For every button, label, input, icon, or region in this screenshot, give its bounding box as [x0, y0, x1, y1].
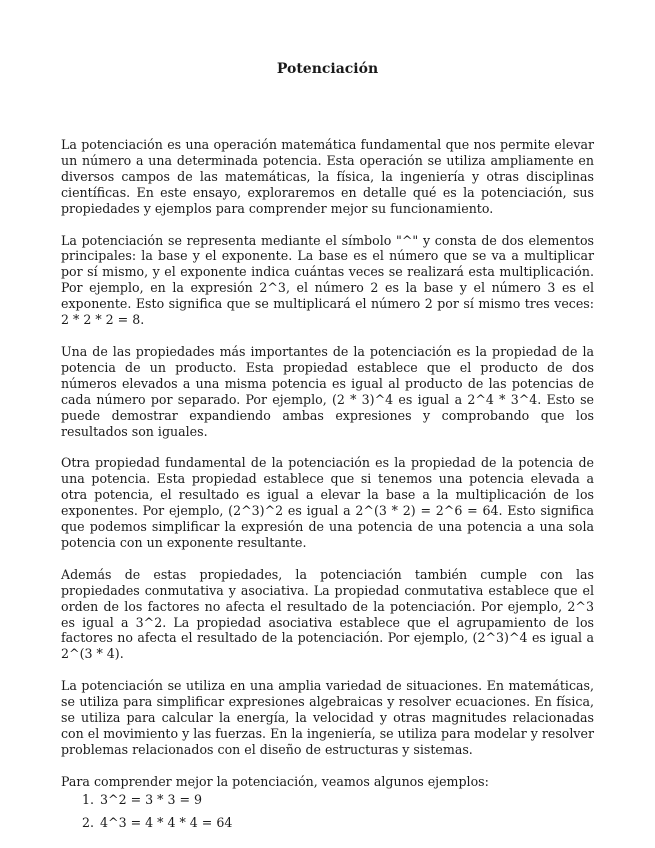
paragraph-power-of-power: Otra propiedad fundamental de la potenciación es la propiedad de la potencia de una potencia. Esta propiedad establece que si tenemos una potencia elevada a otra potencia, el resultado es igual a elevar la base a la multiplicación de los exponentes. Por ejemplo, (2^3)^2 es igual a 2^(3 * 2) = 2^6 = 64. Esto significa que podemos simplificar la expresión de una potencia de una potencia a una sola potencia con un exponente resultante. — [61, 455, 594, 550]
page-title: Potenciación — [276, 61, 379, 77]
document-page — [61, 58, 594, 838]
paragraph-power-of-product: Una de las propiedades más importantes de la potenciación es la propiedad de la potencia de un producto. Esta propiedad establece que el producto de dos números elevados a una misma potencia es igual al producto de las potencias de cada número por separado. Por ejemplo, (2 * 3)^4 es igual a 2^4 * 3^4. Esto se puede demostrar expandiendo ambas expresiones y comprobando que los resultados son iguales. — [61, 343, 594, 439]
examples-list — [61, 792, 594, 831]
list-item: 1. 3^2 = 3 * 3 = 9 — [98, 792, 594, 808]
paragraph-commutative-associative: Además de estas propiedades, la potenciación también cumple con las propiedades conmutativa y asociativa. La propiedad conmutativa establece que el orden de los factores no afecta el resultado de la potenciación. Por ejemplo, 2^3 es igual a 3^2. La propiedad asociativa establece que el agrupamiento de los factores no afecta el resultado de la potenciación. Por ejemplo, (2^3)^4 es igual a 2^(3 * 4). — [61, 566, 594, 662]
paragraph-intro: La potenciación es una operación matemática fundamental que nos permite elevar un número a una determinada potencia. Esta operación se utiliza ampliamente en diversos campos de las matemáticas, la física, la ingeniería y otras disciplinas científicas. En este ensayo, exploraremos en detalle qué es la potenciación, sus propiedades y ejemplos para comprender mejor su funcionamiento. — [61, 137, 594, 216]
list-item: 2. 4^3 = 4 * 4 * 4 = 64 — [98, 815, 594, 831]
paragraph-notation: La potenciación se representa mediante el símbolo "^" y consta de dos elementos principales: la base y el exponente. La base es el número que se va a multiplicar por sí mismo, y el exponente indica cuántas veces se realizará esta multiplicación. Por ejemplo, en la expresión 2^3, el número 2 es la base y el número 3 es el exponente. Esto significa que se multiplicará el número 2 por sí mismo tres veces: 2 * 2 * 2 = 8. — [61, 232, 594, 328]
paragraph-applications: La potenciación se utiliza en una amplia variedad de situaciones. En matemáticas, se utiliza para simplificar expresiones algebraicas y resolver ecuaciones. En física, se utiliza para calcular la energía, la velocidad y otras magnitudes relacionadas con el movimiento y las fuerzas. En la ingeniería, se utiliza para modelar y resolver problemas relacionados con el diseño de estructuras y sistemas. — [61, 678, 594, 757]
examples-intro: Para comprender mejor la potenciación, veamos algunos ejemplos: — [61, 773, 489, 789]
